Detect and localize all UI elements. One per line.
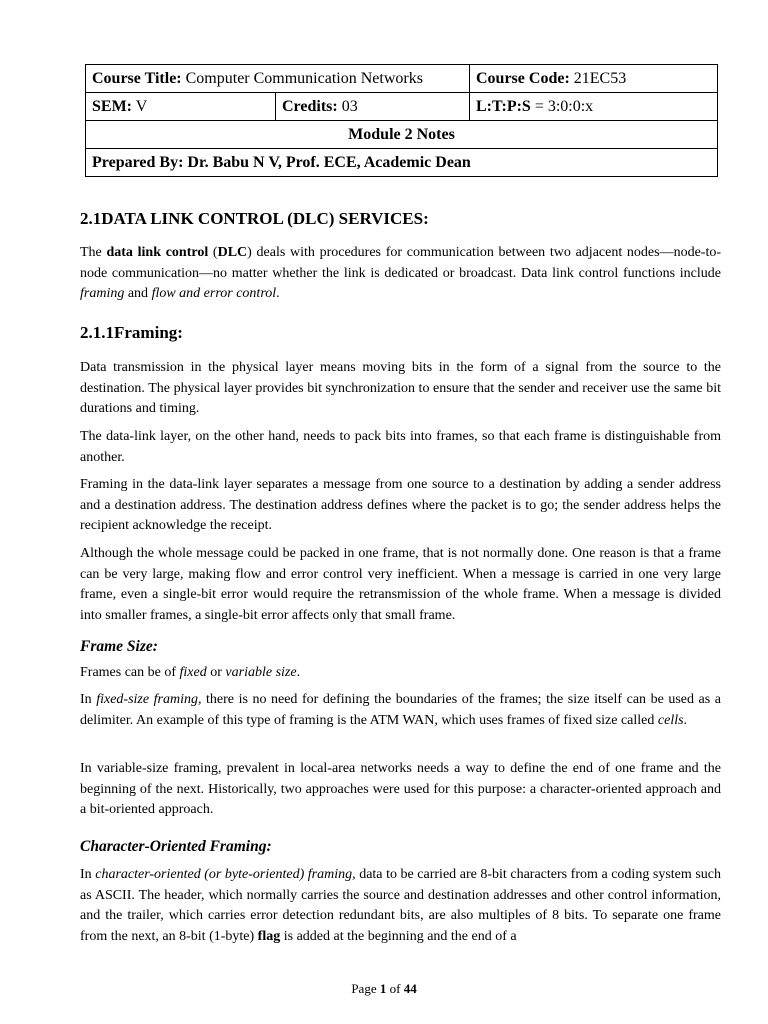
credits-label: Credits: [282, 98, 338, 115]
sem-cell [86, 93, 276, 121]
module-title: Module 2 Notes [86, 121, 718, 149]
text: . [683, 712, 688, 728]
ltps-label: L:T:P:S [476, 98, 531, 115]
framing-heading: 2.1.1Framing: [80, 323, 183, 342]
text: is added at the beginning and the end of a [280, 928, 517, 944]
dlc-intro-paragraph [80, 243, 721, 305]
character-oriented-paragraph [80, 865, 721, 947]
text: Frames can be of [80, 665, 180, 680]
text: . [296, 665, 301, 680]
course-code-value: 21EC53 [573, 70, 627, 87]
text: there is no need for defining the boundaries of the frames; the size itself can be used as a delimiter. An example of this type of framing is the ATM WAN, which uses frames of fixed size called [80, 692, 721, 728]
intro-bold-term: DLC [217, 245, 248, 260]
intro-italic-term: flow and error control [151, 286, 277, 302]
course-code-cell [470, 65, 718, 93]
sem-value: V [135, 98, 148, 115]
text: In [80, 692, 97, 707]
course-code-label: Course Code: [476, 70, 570, 87]
frame-size-heading: Frame Size: [80, 638, 158, 655]
footer-text: Page [351, 981, 380, 996]
italic-term: character-oriented (or byte-oriented) framing, [95, 867, 356, 882]
page-footer [0, 981, 768, 997]
framing-paragraph-3: Framing in the data-link layer separates a message from one source to a destination by adding a sender address and a destination address. The destination address defines where the packet is to go; the sender address helps the recipient acknowledge the receipt. [80, 477, 721, 534]
italic-term: fixed [179, 665, 207, 680]
framing-paragraph-1: Data transmission in the physical layer means moving bits in the form of a signal from the source to the destination. The physical layer provides bit synchronization to ensure that the sender and receiver use the same bit durations and timing. [80, 360, 721, 417]
course-title-cell [86, 65, 470, 93]
table-row [86, 93, 718, 121]
intro-text: ) deals with procedures for communication between two adjacent nodes—node-to-node communication—no matter whether the link is dedicated or broadcast. Data link control functions include [80, 245, 722, 281]
italic-term: cells [657, 712, 684, 728]
ltps-value: = 3:0:0:x [534, 98, 594, 115]
italic-term: fixed-size framing, [96, 692, 202, 707]
intro-italic-term: framing [80, 286, 125, 302]
total-page-count: 44 [403, 981, 417, 996]
frame-size-paragraph-2 [80, 690, 721, 731]
framing-paragraph-2: The data-link layer, on the other hand, needs to pack bits into frames, so that each frame is distinguishable from another. [80, 429, 721, 465]
text: or [206, 665, 226, 680]
italic-term: variable size [225, 665, 297, 680]
framing-paragraph-4: Although the whole message could be packed in one frame, that is not normally done. One reason is that a frame can be very large, making flow and error control very inefficient. When a message is carried in one very large frame, even a single-bit error would require the retransmission of the whole frame. When a message is divided into smaller frames, a single-bit error affects only that small frame. [80, 546, 721, 623]
sem-label: SEM: [92, 98, 132, 115]
intro-text: ( [208, 245, 218, 260]
text: data to be carried are 8-bit characters from a coding system such as ASCII. The header, which normally carries the source and destination addresses and other control information, and the trailer, which carries error detection redundant bits, are also multiples of 8 bits. To separate one frame from the next, an 8-bit (1-byte) [80, 867, 722, 944]
current-page-number: 1 [379, 981, 387, 996]
footer-text: of [386, 981, 404, 996]
ltps-cell [470, 93, 718, 121]
intro-text: The [80, 245, 107, 260]
prepared-by: Prepared By: Dr. Babu N V, Prof. ECE, Academic Dean [86, 149, 718, 177]
course-info-table [85, 64, 718, 177]
intro-text: and [124, 286, 152, 302]
table-row [86, 149, 718, 177]
intro-bold-term: data link control [106, 245, 209, 260]
frame-size-paragraph-3: In variable-size framing, prevalent in local-area networks needs a way to define the end of one frame and the beginning of the next. Historically, two approaches were used for this purpose: a character-oriented approach and a bit-oriented approach. [80, 761, 721, 818]
frame-size-paragraph-1 [80, 663, 721, 684]
intro-text: . [276, 286, 280, 302]
character-oriented-heading: Character-Oriented Framing: [80, 838, 272, 855]
text: In [80, 867, 96, 882]
course-title-value: Computer Communication Networks [185, 70, 423, 87]
credits-value: 03 [341, 98, 358, 115]
credits-cell [276, 93, 470, 121]
bold-term: flag [257, 928, 281, 944]
section-heading: 2.1DATA LINK CONTROL (DLC) SERVICES: [80, 209, 429, 228]
table-row [86, 121, 718, 149]
table-row [86, 65, 718, 93]
course-title-label: Course Title: [92, 70, 182, 87]
